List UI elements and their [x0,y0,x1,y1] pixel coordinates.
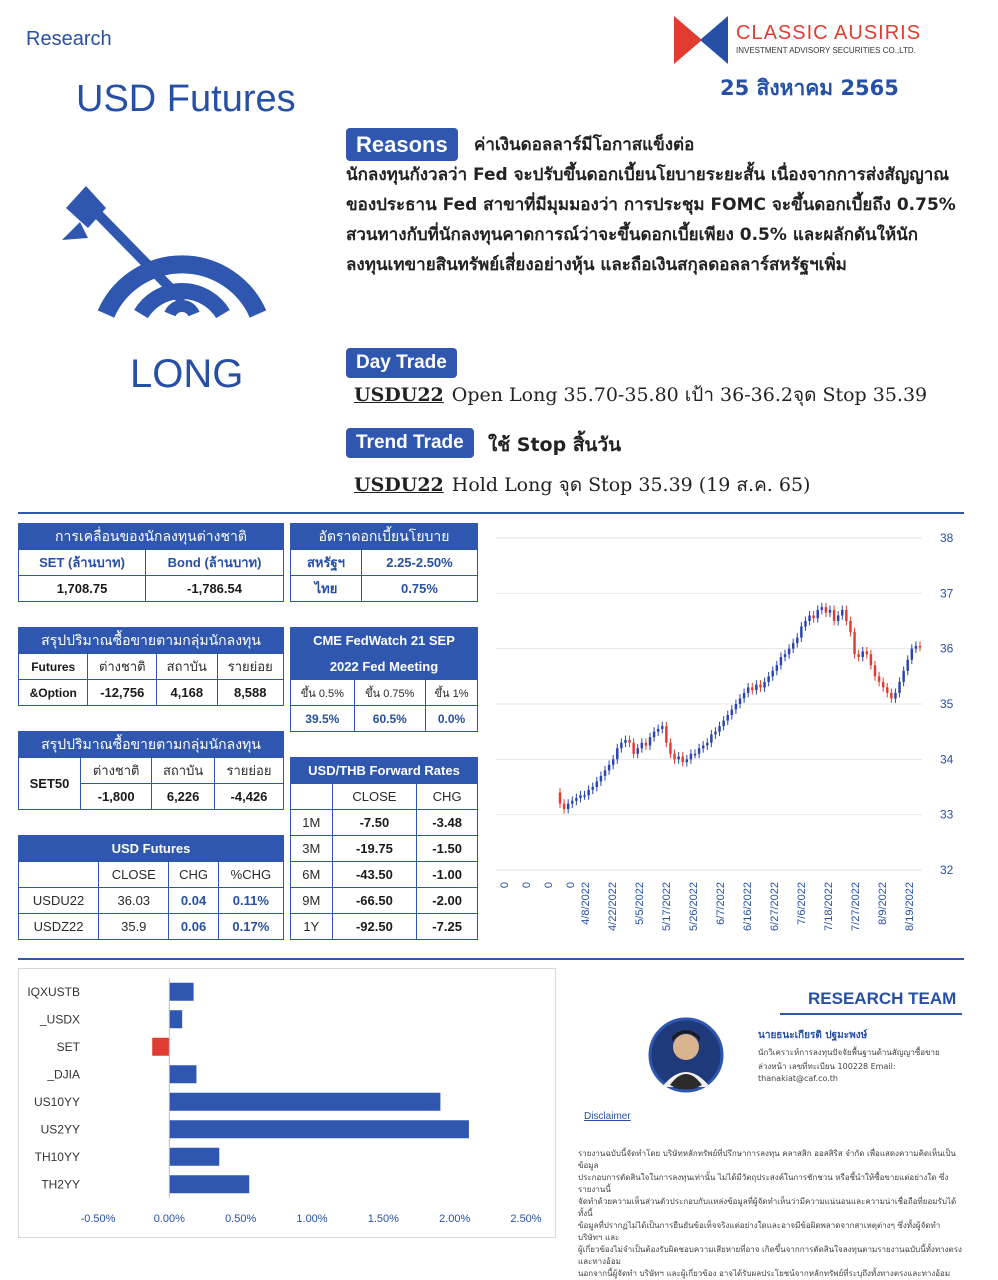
policy-rate-value: 0.75% [361,576,477,602]
forward-rates-tenor: 1M [291,810,333,836]
trend-trade-line [354,470,810,500]
candle-body [579,795,581,798]
candle-body [841,610,843,616]
day-trade-text: Open Long 35.70-35.80 เป้า 36-36.2จุด Stop 35.39 [451,384,928,406]
candle-body [890,693,892,699]
candle-body [833,610,835,621]
forward-rates-blank [291,784,333,810]
candle-body [857,654,859,657]
category-label: US10YY [33,1094,80,1109]
bar [169,1093,440,1111]
candle-body [911,649,913,660]
x-tick-label: 0.00% [153,1213,185,1225]
fedwatch-value: 39.5% [291,706,355,732]
trend-trade-code: USDU22 [354,474,444,496]
bar [169,1065,196,1083]
candle-body [776,665,778,671]
target-icon [58,180,268,320]
set50-flow-row-label: SET50 [19,758,81,810]
usd-futures-header: %CHG [218,862,283,888]
x-tick-label: 6/7/2022 [715,882,727,925]
candle-body [612,759,614,765]
x-tick-label: 0 [499,882,511,889]
analyst-avatar [648,1017,724,1093]
candle-body [878,676,880,682]
candle-body [882,682,884,688]
candle-body [628,740,630,743]
analyst-name: นายธนะเกียรติ ปฐมะพงษ์ [758,1030,868,1041]
usd-futures-header: CLOSE [99,862,169,888]
x-tick-label: 6/16/2022 [742,882,754,931]
x-tick-label: 1.50% [367,1213,399,1225]
section-divider [18,958,964,960]
x-tick-label: 7/18/2022 [823,882,835,931]
day-trade-line [354,380,927,410]
policy-rate-country: ไทย [291,576,362,602]
candle-body [796,638,798,644]
category-label: IQXUSTB [27,984,80,999]
disclaimer-line: ประกอบการตัดสินใจในการลงทุนเท่านั้น ไม่ได้มีวัตถุประสงค์ในการชักชวน หรือชี้นำให้ซื้อขายแต่อย่างใด ซึ่งรายงานนี้ [578,1173,949,1194]
forward-rates-header: CHG [417,784,478,810]
futures-flow-table [18,627,284,706]
bar [169,1175,249,1193]
futures-flow-header: สถาบัน [157,654,217,680]
candle-body [866,651,868,654]
usd-futures-close: 35.9 [99,914,169,940]
candle-body [641,743,643,749]
set50-flow-table [18,731,284,810]
candle-body [706,743,708,746]
usd-futures-code: USDZ22 [19,914,99,940]
reasons-line: ลงทุนเทขายสินทรัพย์เสี่ยงอย่างหุ้น และถือเงินสกุลดอลลาร์สหรัฐฯเพิ่ม [346,255,847,275]
fedwatch-subtitle: 2022 Fed Meeting [291,654,478,680]
disclaimer-body [578,1148,964,1280]
candle-body [669,743,671,754]
candle-body [829,610,831,613]
candle-body [907,660,909,671]
candle-body [849,621,851,632]
forward-rates-close: -43.50 [332,862,417,888]
fedwatch-header: ขึ้น 1% [425,680,477,706]
reasons-line: นักลงทุนกังวลว่า Fed จะปรับขึ้นดอกเบี้ยนโยบายระยะสั้น เนื่องจากการส่งสัญญาณ [346,165,950,185]
disclaimer-line: จัดทำด้วยความเห็นส่วนตัวประกอบกับแหล่งข้อมูลที่ผู้จัดทำเห็นว่ามีความแน่นอนและความน่าเชื่อถือที่ยอมรับได้ ทั้งนี้ [578,1197,957,1218]
set50-flow-value: 6,226 [152,784,215,810]
candle-body [637,748,639,754]
candle-body [608,765,610,771]
reasons-headline: ค่าเงินดอลลาร์มีโอกาสแข็งต่อ [474,135,695,155]
candle-body [727,715,729,721]
candle-body [767,676,769,682]
usd-futures-table [18,835,284,940]
analyst-role: ล่วงหน้า เลขที่ทะเบียน 100228 Email: [758,1062,896,1071]
candle-body [661,726,663,729]
x-tick-label: 1.00% [296,1213,328,1225]
forward-rates-tenor: 6M [291,862,333,888]
day-trade-label: Day Trade [346,348,457,378]
y-tick-label: 33 [940,807,954,822]
foreign-flow-title: การเคลื่อนของนักลงทุนต่างชาติ [19,524,284,550]
candle-body [677,757,679,760]
usd-futures-pct: 0.11% [218,888,283,914]
candle-body [624,740,626,743]
candle-body [645,743,647,746]
set50-flow-header: รายย่อย [214,758,283,784]
candle-body [747,687,749,693]
category-label: SET [56,1039,80,1054]
candle-body [817,610,819,618]
section-divider [18,512,964,514]
foreign-flow-header: Bond (ล้านบาท) [146,550,284,576]
usd-futures-chg: 0.04 [169,888,218,914]
bar [169,983,193,1001]
candle-body [763,682,765,688]
candle-body [657,729,659,732]
candle-body [686,759,688,762]
candle-body [837,615,839,621]
reasons-line: ของประธาน Fed สาขาที่มีมุมมองว่า การประชุม FOMC จะขึ้นดอกเบี้ยถึง 0.75% [346,195,956,215]
y-tick-label: 37 [940,586,954,601]
futures-flow-title: สรุปปริมาณซื้อขายตามกลุ่มนักลงทุน [19,628,284,654]
candle-body [784,654,786,657]
y-tick-label: 36 [940,641,954,656]
candle-body [600,776,602,782]
futures-flow-row-label: Futures [19,654,88,680]
candle-body [682,757,684,763]
bar [169,1010,182,1028]
candle-body [694,754,696,756]
candle-body [718,726,720,732]
candle-body [821,607,823,610]
forward-rates-table [290,757,478,940]
trend-trade-note: ใช้ Stop สิ้นวัน [488,434,622,456]
candle-body [862,651,864,657]
candle-body [800,627,802,638]
forward-rates-tenor: 3M [291,836,333,862]
forward-rates-close: -92.50 [332,914,417,940]
candle-body [722,721,724,727]
candle-body [587,790,589,796]
usd-futures-close: 36.03 [99,888,169,914]
disclaimer-line: นอกจากนี้ผู้จัดทำ บริษัทฯ และผู้เกี่ยวข้อง อาจได้รับผลประโยชน์จากหลักทรัพย์ที่ระบุถึงทั้งทางตรงและทางอ้อม [578,1269,951,1278]
x-tick-label: -0.50% [80,1213,116,1225]
x-tick-label: 0 [543,882,555,889]
forward-rates-tenor: 1Y [291,914,333,940]
disclaimer-line: ข้อมูลที่ปรากฏไม่ได้เป็นการยืนยันข้อเท็จจริงแต่อย่างใดและอาจมีข้อผิดพลาดจากสาเหตุต่างๆ ซึ่งทั้งผู้จัดทำ บริษัทฯ และ [578,1221,941,1242]
brand-name: CLASSIC AUSIRIS [736,22,922,44]
analyst-email[interactable]: thanakiat@caf.co.th [758,1074,838,1083]
futures-flow-value: 4,168 [157,680,217,706]
candle-body [702,746,704,749]
candle-body [690,754,692,760]
candle-body [874,665,876,676]
candle-body [772,671,774,677]
forward-rates-chg: -1.50 [417,836,478,862]
candle-body [853,632,855,654]
day-trade-code: USDU22 [354,384,444,406]
usd-futures-pct: 0.17% [218,914,283,940]
brand-subtitle: INVESTMENT ADVISORY SECURITIES CO.,LTD. [736,46,916,55]
brand-logo-icon [672,14,730,66]
candle-body [804,621,806,627]
disclaimer-label[interactable]: Disclaimer [584,1111,631,1122]
bar [152,1038,169,1056]
candle-body [898,682,900,693]
fedwatch-value: 60.5% [354,706,425,732]
candlestick-chart [488,520,962,950]
candle-body [714,732,716,735]
forward-rates-tenor: 9M [291,888,333,914]
x-tick-label: 6/27/2022 [769,882,781,931]
fedwatch-header: ขึ้น 0.75% [354,680,425,706]
policy-rate-table [290,523,478,602]
candle-body [919,646,921,648]
candle-body [902,671,904,682]
forward-rates-close: -66.50 [332,888,417,914]
candle-body [596,781,598,787]
candle-body [592,787,594,790]
forward-rates-title: USD/THB Forward Rates [291,758,478,784]
candle-body [649,737,651,745]
foreign-flow-value: -1,786.54 [146,576,284,602]
candle-body [792,643,794,649]
candle-body [616,748,618,759]
reasons-line: สวนทางกับที่นักลงทุนคาดการณ์ว่าจะขึ้นดอกเบี้ยเพียง 0.5% และผลักดันให้นัก [346,225,919,245]
futures-flow-value: -12,756 [88,680,157,706]
candle-body [825,607,827,613]
candle-body [845,610,847,621]
x-tick-label: 2.00% [439,1213,471,1225]
set50-flow-header: สถาบัน [152,758,215,784]
usd-futures-chg: 0.06 [169,914,218,940]
candle-body [563,804,565,810]
x-tick-label: 0.50% [225,1213,257,1225]
disclaimer-line: รายงานฉบับนี้จัดทำโดย บริษัทหลักทรัพย์ที่ปรึกษาการลงทุน คลาสสิก ออสสิริส จำกัด เพื่อแสดงความคิดเห็นเป็นข้อมูล [578,1149,956,1170]
category-label: _USDX [39,1012,80,1027]
candle-body [575,798,577,801]
forward-rates-chg: -1.00 [417,862,478,888]
research-team-title: RESEARCH TEAM [808,989,957,1008]
futures-flow-value: 8,588 [217,680,284,706]
set50-flow-value: -4,426 [214,784,283,810]
candle-body [632,743,634,754]
candle-body [673,754,675,760]
set50-flow-title: สรุปปริมาณซื้อขายตามกลุ่มนักลงทุน [19,732,284,758]
trend-trade-text: Hold Long จุด Stop 35.39 (19 ส.ค. 65) [451,474,811,496]
fedwatch-value: 0.0% [425,706,477,732]
fedwatch-title: CME FedWatch 21 SEP [291,628,478,654]
category-label: US2YY [40,1122,80,1137]
usd-futures-blank [19,862,99,888]
candle-body [731,710,733,716]
trend-trade-label: Trend Trade [346,428,474,458]
y-tick-label: 38 [940,531,954,545]
forward-rates-chg: -7.25 [417,914,478,940]
x-tick-label: 5/17/2022 [661,882,673,931]
forward-rates-chg: -3.48 [417,810,478,836]
page-title: USD Futures [76,78,296,120]
candle-body [735,704,737,710]
x-tick-label: 0 [565,882,577,889]
x-tick-label: 5/26/2022 [688,882,700,931]
horizontal-bar-chart [18,968,556,1238]
y-tick-label: 35 [940,697,954,711]
candle-body [886,687,888,693]
candle-body [759,685,761,688]
candle-body [571,801,573,804]
category-label: TH10YY [34,1149,80,1164]
candle-body [808,615,810,621]
candle-body [915,646,917,649]
candle-body [870,654,872,665]
x-tick-label: 5/5/2022 [634,882,646,925]
analyst-role: นักวิเคราะห์การลงทุนปัจจัยพื้นฐานด้านสัญญาซื้อขาย [758,1048,940,1057]
set50-flow-header: ต่างชาติ [81,758,152,784]
research-label: Research [26,28,112,50]
y-tick-label: 32 [940,863,954,877]
reasons-label: Reasons [346,128,458,161]
candle-body [755,685,757,691]
forward-rates-chg: -2.00 [417,888,478,914]
policy-rate-value: 2.25-2.50% [361,550,477,576]
forward-rates-header: CLOSE [332,784,417,810]
candle-body [604,770,606,776]
report-date: 25 สิงหาคม 2565 [720,76,899,100]
policy-rate-country: สหรัฐฯ [291,550,362,576]
x-tick-label: 2.50% [510,1213,542,1225]
signal-label: LONG [130,352,244,396]
candle-body [894,693,896,699]
forward-rates-close: -19.75 [332,836,417,862]
foreign-flow-value: 1,708.75 [19,576,146,602]
x-tick-label: 7/6/2022 [796,882,808,925]
foreign-flow-header: SET (ล้านบาท) [19,550,146,576]
candle-body [583,795,585,797]
x-tick-label: 8/9/2022 [877,882,889,925]
category-label: _DJIA [47,1067,80,1082]
usd-futures-header: CHG [169,862,218,888]
x-tick-label: 4/8/2022 [580,882,592,925]
candle-body [665,726,667,743]
foreign-flow-table [18,523,284,602]
set50-flow-value: -1,800 [81,784,152,810]
candle-body [812,615,814,618]
bar [169,1148,219,1166]
x-tick-label: 8/19/2022 [904,882,916,931]
policy-rate-title: อัตราดอกเบี้ยนโยบาย [291,524,478,550]
fedwatch-header: ขึ้น 0.5% [291,680,355,706]
futures-flow-header: ต่างชาติ [88,654,157,680]
forward-rates-close: -7.50 [332,810,417,836]
usd-futures-title: USD Futures [19,836,284,862]
candle-body [739,698,741,704]
candle-body [567,804,569,810]
candle-body [780,657,782,665]
category-label: TH2YY [41,1177,80,1192]
disclaimer-line: ผู้เกี่ยวข้องไม่จำเป็นต้องรับผิดชอบความเสียหายที่อาจ เกิดขึ้นจากการตัดสินใจลงทุนตามรายงานฉบับนี้ทั้งทางตรงและทางอ้อม [578,1245,962,1266]
futures-flow-header: รายย่อย [217,654,284,680]
candle-body [653,732,655,738]
x-tick-label: 0 [521,882,533,889]
candle-body [788,649,790,655]
usd-futures-code: USDU22 [19,888,99,914]
candle-body [620,743,622,749]
candle-body [698,748,700,754]
candle-body [710,734,712,742]
x-tick-label: 4/22/2022 [607,882,619,931]
candle-body [743,693,745,699]
futures-flow-row-label: &Option [19,680,88,706]
research-team-underline [780,1013,962,1015]
candle-body [559,793,561,804]
y-tick-label: 34 [940,752,954,767]
fedwatch-table [290,627,478,732]
x-tick-label: 7/27/2022 [850,882,862,931]
bar [169,1120,469,1138]
candle-body [751,687,753,690]
